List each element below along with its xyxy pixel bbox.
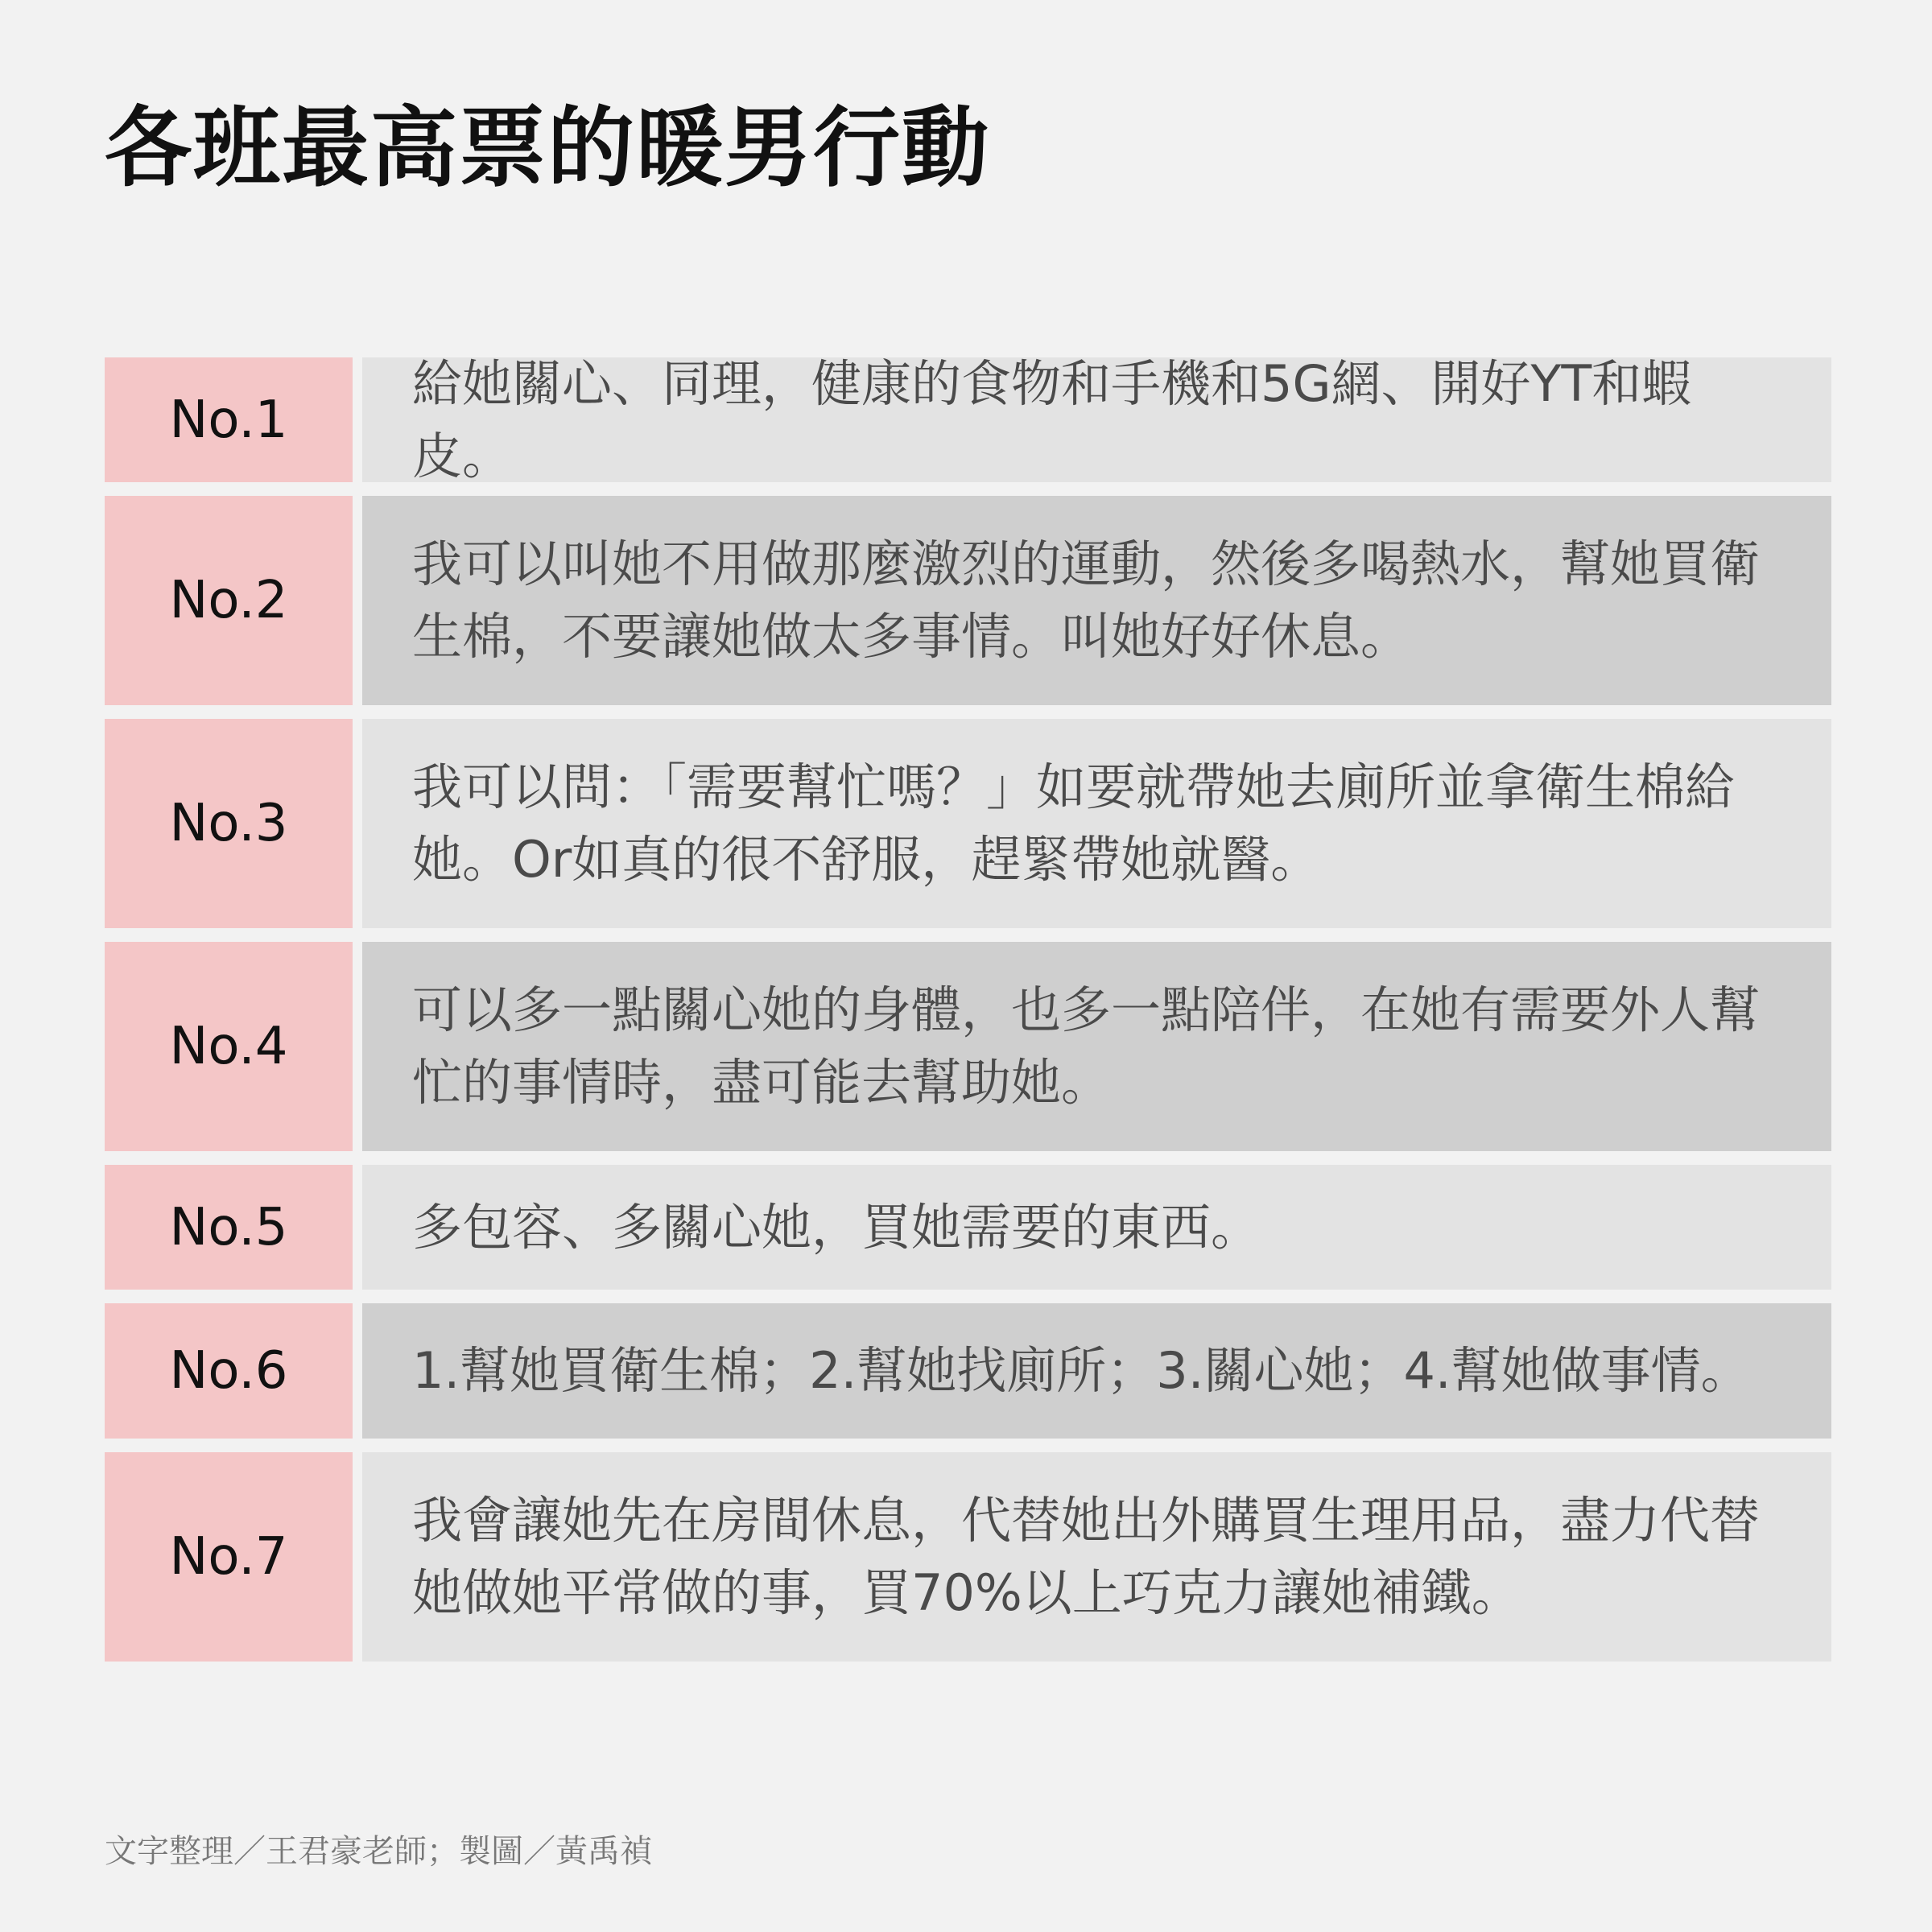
table-row xyxy=(105,719,1831,928)
credit-line: 文字整理／王君豪老師；製圖／黃禹禎 xyxy=(105,1833,652,1870)
ranking-table xyxy=(105,353,1831,1675)
rank-label: No.1 xyxy=(105,357,353,482)
rank-label: No.4 xyxy=(105,942,353,1151)
table-row xyxy=(105,496,1831,705)
rank-label: No.6 xyxy=(105,1303,353,1439)
rank-label: No.3 xyxy=(105,719,353,928)
page-title: 各班最高票的暖男行動 xyxy=(105,98,991,199)
rank-text: 1.幫她買衛生棉；2.幫她找廁所；3.關心她；4.幫她做事情。 xyxy=(362,1303,1831,1439)
table-row xyxy=(105,942,1831,1151)
table-row xyxy=(105,1303,1831,1439)
rank-label: No.7 xyxy=(105,1452,353,1662)
rank-label: No.2 xyxy=(105,496,353,705)
rank-text: 我可以問：「需要幫忙嗎？」如要就帶她去廁所並拿衛生棉給她。Or如真的很不舒服，趕緊帶她就醫。 xyxy=(362,719,1831,928)
table-row xyxy=(105,1452,1831,1662)
rank-label: No.5 xyxy=(105,1165,353,1290)
rank-text: 給她關心、同理，健康的食物和手機和5G網、開好YT和蝦皮。 xyxy=(362,357,1831,482)
table-row xyxy=(105,1165,1831,1290)
table-row xyxy=(105,353,1831,485)
rank-text: 多包容、多關心她，買她需要的東西。 xyxy=(362,1165,1831,1290)
rank-text: 可以多一點關心她的身體，也多一點陪伴，在她有需要外人幫忙的事情時，盡可能去幫助她。 xyxy=(362,942,1831,1151)
rank-text: 我可以叫她不用做那麼激烈的運動，然後多喝熱水，幫她買衛生棉，不要讓她做太多事情。叫她好好休息。 xyxy=(362,496,1831,705)
rank-text: 我會讓她先在房間休息，代替她出外購買生理用品，盡力代替她做她平常做的事，買70%以上巧克力讓她補鐵。 xyxy=(362,1452,1831,1662)
